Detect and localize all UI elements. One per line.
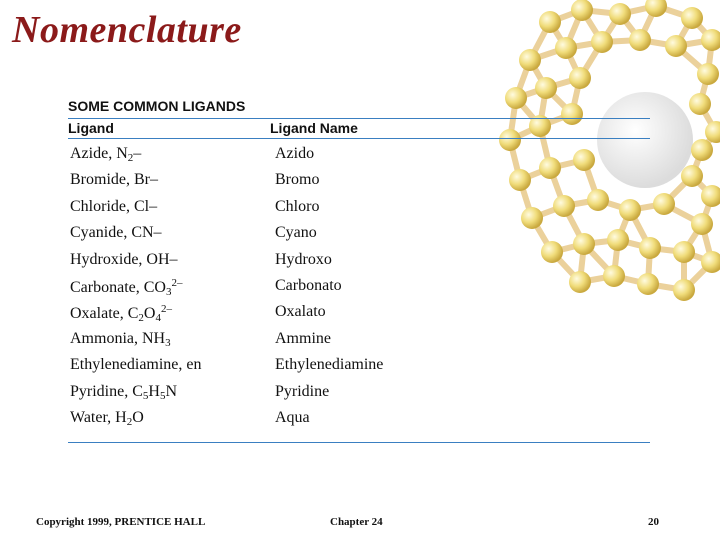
ligand-name: Pyridine — [275, 382, 330, 400]
table-row — [68, 222, 650, 248]
ligand-name: Ammine — [275, 329, 331, 347]
ligand-name: Aqua — [275, 408, 310, 426]
molecule-atom — [691, 139, 713, 161]
column-header-ligand: Ligand — [68, 120, 114, 136]
molecule-atom — [665, 35, 687, 57]
molecule-atom — [689, 93, 711, 115]
ligand-name: Bromo — [275, 171, 320, 189]
molecule-atom — [505, 87, 527, 109]
table-row — [68, 407, 650, 433]
molecule-atom — [681, 7, 703, 29]
molecule-atom — [681, 165, 703, 187]
table-top-rule — [68, 118, 650, 119]
molecule-atom — [569, 67, 591, 89]
ligand-formula: Pyridine, $C_5H_5N$ — [70, 382, 178, 402]
ligand-formula: Water, $H_2O$ — [70, 408, 144, 428]
ligand-name: Chloro — [275, 197, 320, 215]
ligand-formula: Chloride, Cl– — [70, 197, 158, 215]
table-row — [68, 381, 650, 407]
slide-title: Nomenclature — [12, 9, 242, 51]
ligand-formula: Ammonia, $NH_3$ — [70, 329, 171, 349]
molecule-atom — [653, 193, 675, 215]
table-title: SOME COMMON LIGANDS — [68, 98, 246, 114]
molecule-atom — [571, 0, 593, 21]
molecule-atom — [691, 213, 713, 235]
molecule-atom — [629, 29, 651, 51]
molecule-atom — [555, 37, 577, 59]
table-row — [68, 249, 650, 275]
table-row — [68, 196, 650, 222]
footer-copyright: Copyright 1999, PRENTICE HALL — [36, 516, 206, 528]
molecule-atom — [645, 0, 667, 17]
ligand-formula: Ethylenediamine, en — [70, 356, 202, 374]
molecule-atom — [591, 31, 613, 53]
table-row — [68, 143, 650, 169]
ligand-name: Ethylenediamine — [275, 356, 384, 374]
table-header-rule — [68, 138, 650, 139]
molecule-atom — [609, 3, 631, 25]
footer-page-number: 20 — [648, 516, 659, 528]
ligand-name: Carbonato — [275, 276, 342, 294]
ligand-table — [68, 143, 650, 433]
molecule-atom — [561, 103, 583, 125]
table-row — [68, 275, 650, 301]
molecule-atom — [673, 241, 695, 263]
table-row — [68, 354, 650, 380]
molecule-atom — [535, 77, 557, 99]
molecule-atom — [539, 11, 561, 33]
molecule-atom — [519, 49, 541, 71]
ligand-formula: Oxalate, $C_2O_4^{2-}$ — [70, 303, 172, 325]
table-bottom-rule — [68, 442, 650, 443]
ligand-formula: Hydroxide, OH– — [70, 250, 178, 268]
table-row — [68, 301, 650, 327]
ligand-formula: Azide, $N_2-$ — [70, 145, 142, 164]
ligand-formula: Cyanide, CN– — [70, 224, 162, 242]
ligand-name: Oxalato — [275, 303, 326, 321]
column-header-ligand-name: Ligand Name — [270, 120, 358, 136]
ligand-name: Azido — [275, 145, 315, 162]
molecule-atom — [673, 279, 695, 301]
footer-chapter: Chapter 24 — [330, 516, 383, 528]
ligand-formula: Carbonate, $CO_3^{2-}$ — [70, 276, 183, 298]
ligand-formula: Bromide, Br– — [70, 171, 158, 189]
table-row — [68, 328, 650, 354]
table-row — [68, 169, 650, 195]
molecule-atom — [697, 63, 719, 85]
ligand-name: Hydroxo — [275, 250, 332, 268]
ligand-name: Cyano — [275, 224, 317, 242]
